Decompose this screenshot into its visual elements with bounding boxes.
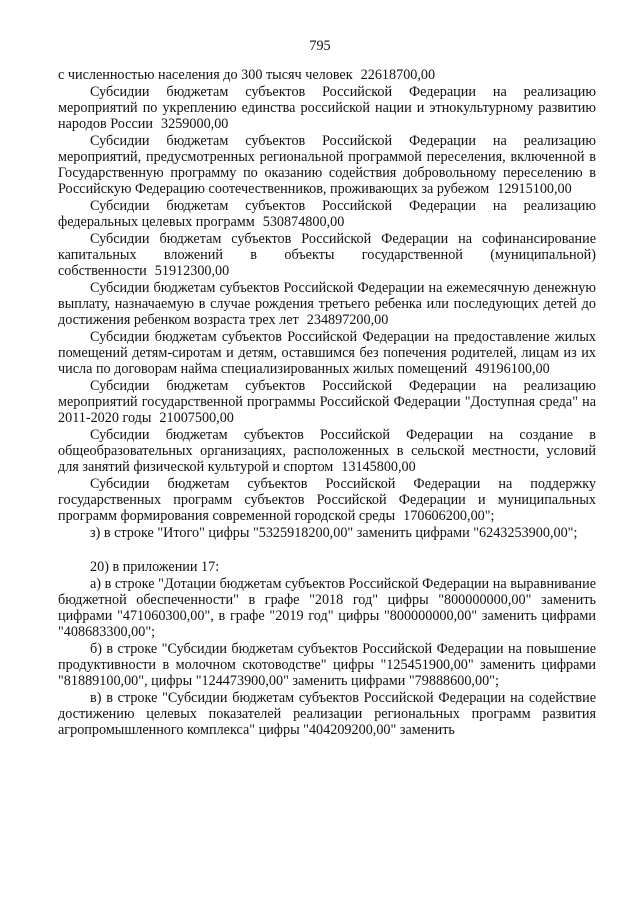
amount: 530874800,00 [262,214,345,230]
paragraph [58,329,596,377]
paragraph-text: 20) в приложении 17: [90,559,220,575]
amount: 21007500,00 [159,410,234,426]
paragraph [58,133,596,197]
paragraph-text: з) в строке "Итого" цифры "5325918200,00" заменить цифрами "6243253900,00"; [90,525,578,541]
amount: 3259000,00 [161,116,229,132]
paragraph-text: а) в строке "Дотации бюджетам субъектов Российской Федерации на выравнивание бюджетной обеспеченности" в графе "2018 год" цифры "800000000,00" заменить цифрами "471060300,00", в графе "2019 год" цифры "800000000,00" заменить цифрами "408683300,00"; [58,576,596,640]
paragraph [58,84,596,132]
paragraph [58,690,596,738]
paragraph-text: Субсидии бюджетам субъектов Российской Федерации на ежемесячную денежную выплату, назначаемую в случае рождения третьего ребенка или последующих детей до достижения ребенком возраста трех лет [58,280,596,328]
paragraph-text: б) в строке "Субсидии бюджетам субъектов Российской Федерации на повышение продуктивности в молочном скотоводстве" цифры "125451900,00" заменить цифрами "81889100,00", цифры "124473900,00" заменить цифрами "79888600,00"; [58,641,596,689]
paragraph-text: в) в строке "Субсидии бюджетам субъектов Российской Федерации на содействие достижению целевых показателей реализации региональных программ развития агропромышленного комплекса" цифры "404209200,00" заменить [58,690,596,738]
paragraph-text: Субсидии бюджетам субъектов Российской Федерации на реализацию мероприятий, предусмотренных региональной программой переселения, включенной в Государственную программу по оказанию содействия добровольному переселению в Российскую Федерацию соотечественников, проживающих за рубежом [58,133,596,197]
paragraph [58,576,596,640]
paragraph-text: Субсидии бюджетам субъектов Российской Федерации на софинансирование капитальных вложений в объекты государственной (муниципальной) собственности [58,231,596,279]
paragraph [58,378,596,426]
paragraph [58,525,596,541]
paragraph-text: Субсидии бюджетам субъектов Российской Федерации на предоставление жилых помещений детям-сиротам и детям, оставшимся без попечения родителей, лицам из их числа по договорам найма специализированных жилых помещений [58,329,596,377]
amount: 22618700,00 [360,67,436,83]
paragraph-text: Субсидии бюджетам субъектов Российской Федерации на поддержку государственных программ субъектов Российской Федерации и муниципальных программ формирования современной городской среды [58,476,596,524]
amount: 13145800,00 [341,459,416,475]
paragraph [58,231,596,279]
paragraph-text: с численностью населения до 300 тысяч человек [58,67,353,83]
amount: 49196100,00 [475,361,550,377]
paragraph-text: Субсидии бюджетам субъектов Российской Федерации на реализацию мероприятий по укреплению единства российской нации и этнокультурному развитию народов России [58,84,596,132]
amount: 234897200,00 [306,312,389,328]
paragraph [58,198,596,230]
amount: 51912300,00 [154,263,230,279]
amount: 12915100,00 [497,181,572,197]
paragraph [58,280,596,328]
page-number: 795 [309,38,331,54]
paragraph [58,641,596,689]
paragraph-text: Субсидии бюджетам субъектов Российской Федерации на реализацию мероприятий государственной программы Российской Федерации "Доступная среда" на 2011-2020 годы [58,378,596,426]
paragraph [58,67,596,83]
paragraph-text: Субсидии бюджетам субъектов Российской Федерации на реализацию федеральных целевых программ [58,198,596,230]
document-body [58,67,596,739]
paragraph [58,476,596,524]
paragraph-text: Субсидии бюджетам субъектов Российской Федерации на создание в общеобразовательных организациях, расположенных в сельской местности, условий для занятий физической культурой и спортом [58,427,596,475]
section-heading [58,559,596,575]
paragraph [58,427,596,475]
amount: 170606200,00"; [403,508,495,524]
